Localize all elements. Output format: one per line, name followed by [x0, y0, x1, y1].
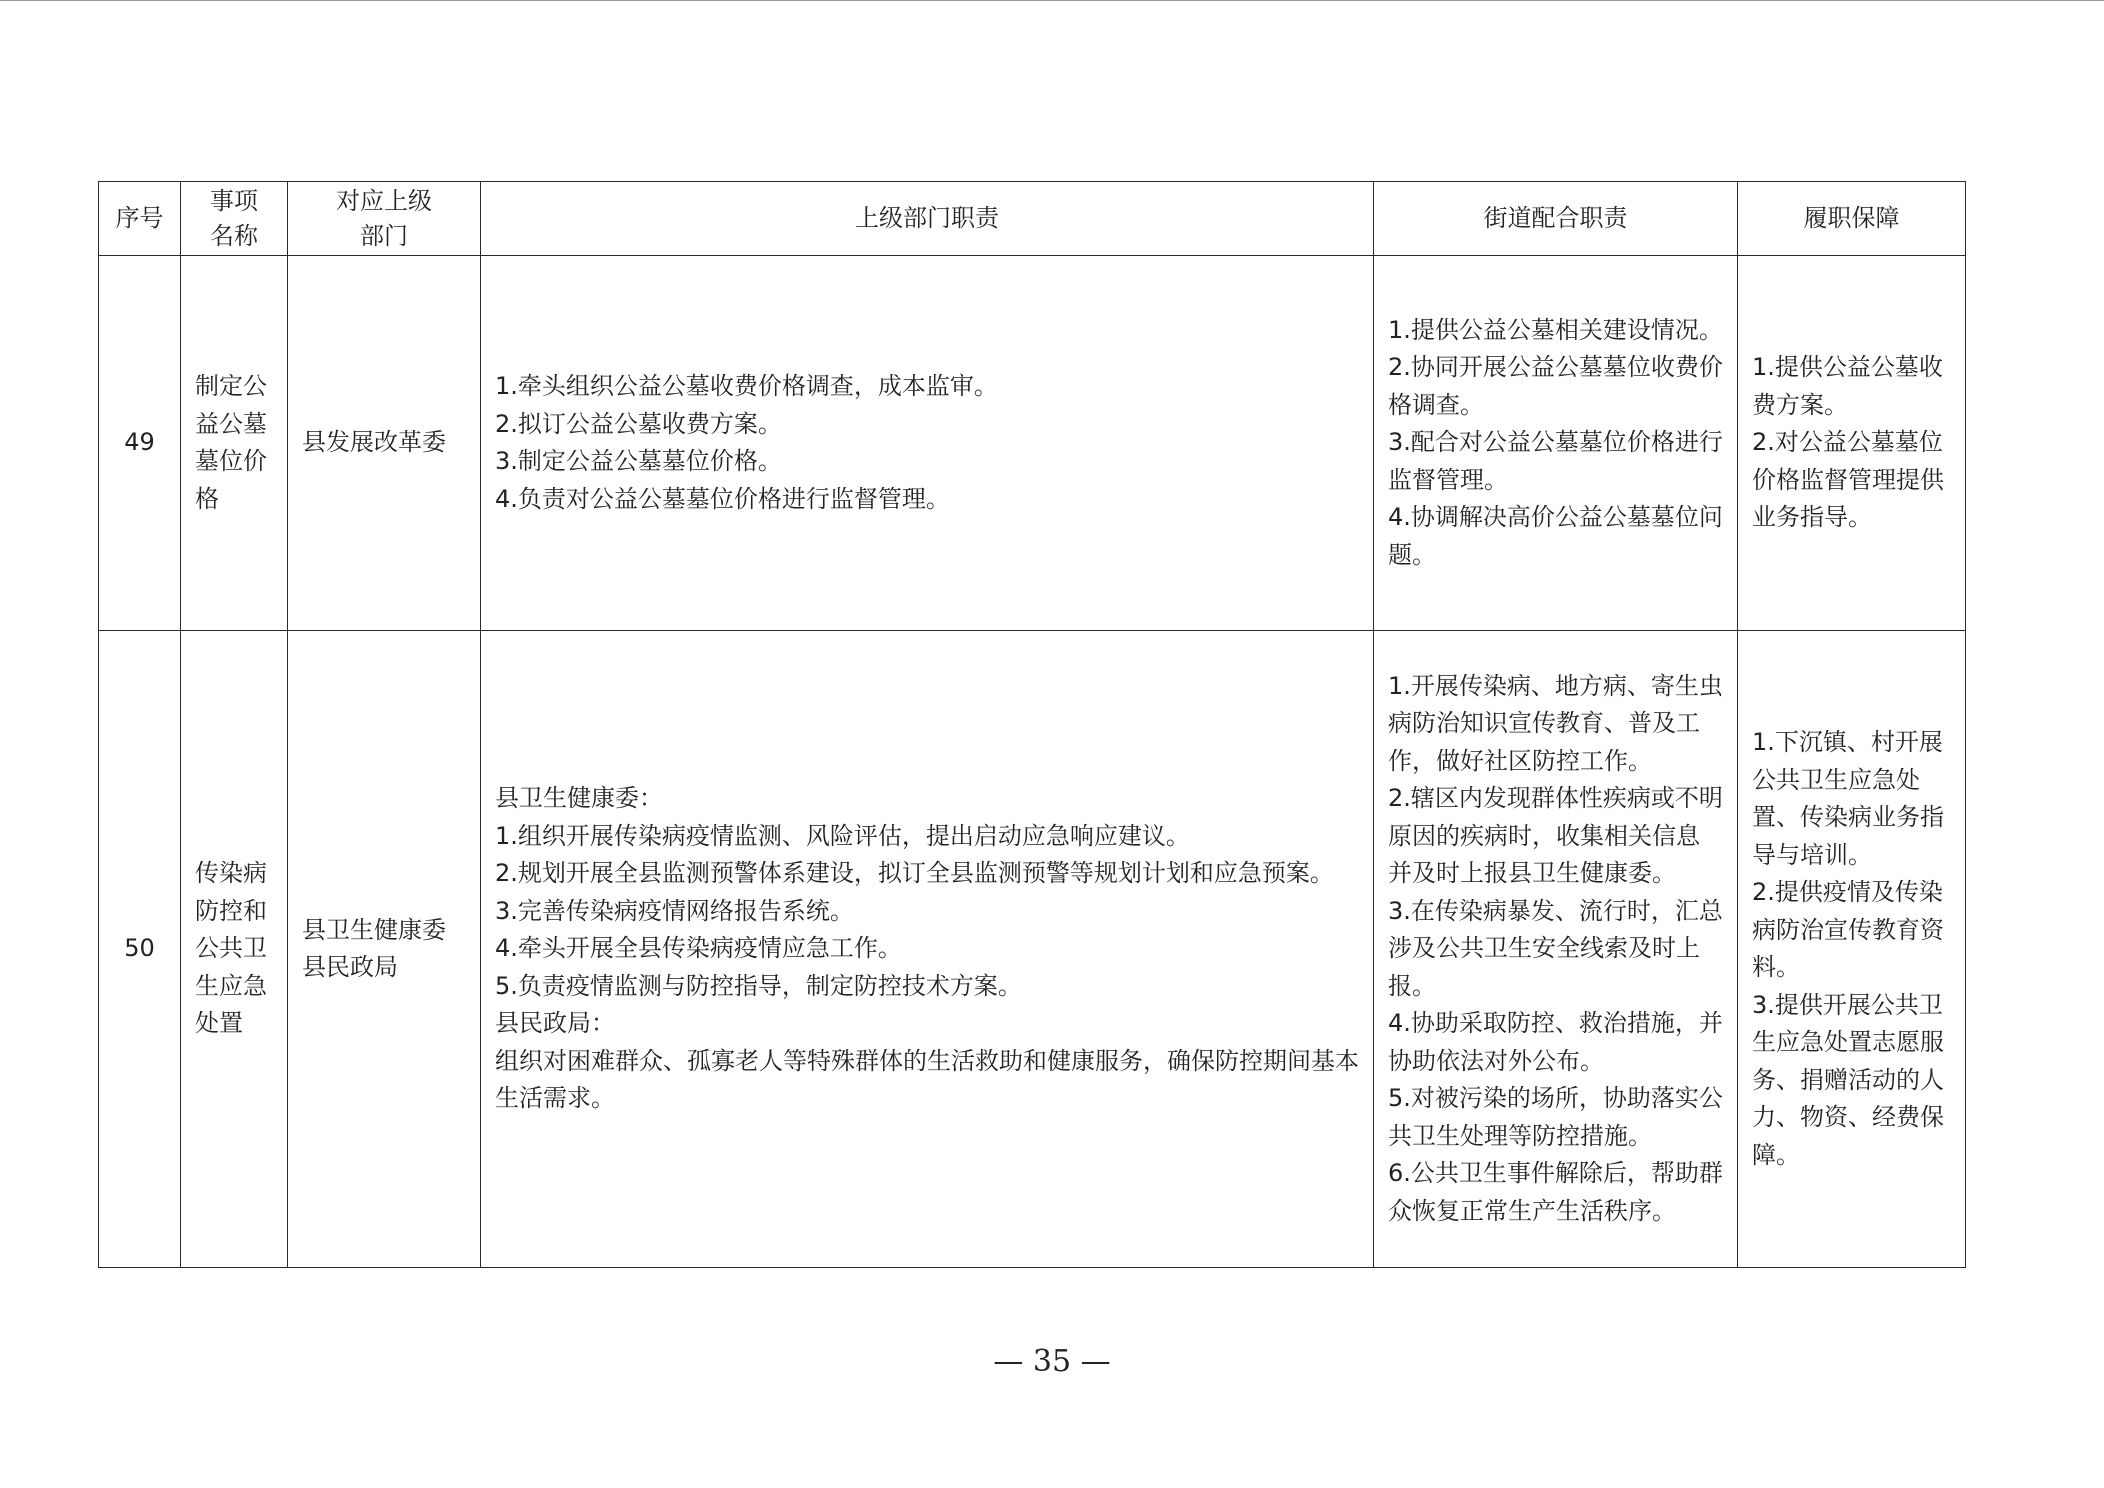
row-street-duty: [1374, 631, 1738, 1268]
upper-duty-line: 县民政局：: [495, 1009, 615, 1038]
table-row: [99, 631, 1966, 1268]
upper-duty-line: 2.拟订公益公墓收费方案。: [495, 409, 782, 438]
street-duty-line: 6.公共卫生事件解除后，帮助群众恢复正常生产生活秩序。: [1388, 1159, 1723, 1225]
upper-duty-line: 2.规划开展全县监测预警体系建设，拟订全县监测预警等规划计划和应急预案。: [495, 859, 1334, 888]
upper-duty-line: 4.牵头开展全县传染病疫情应急工作。: [495, 934, 902, 963]
dept-line: 县发展改革委: [302, 428, 446, 457]
header-upper-duty: 上级部门职责: [481, 182, 1374, 256]
street-duty-line: 2.辖区内发现群体性疾病或不明原因的疾病时，收集相关信息并及时上报县卫生健康委。: [1388, 784, 1723, 888]
dept-line: 县民政局: [302, 953, 398, 981]
row-dept: [288, 256, 481, 631]
guarantee-line: 2.提供疫情及传染病防治宣传教育资料。: [1752, 878, 1944, 981]
upper-duty-line: 4.负责对公益公墓墓位价格进行监督管理。: [495, 484, 950, 513]
header-dept-line2: 部门: [360, 221, 408, 250]
street-duty-line: 5.对被污染的场所，协助落实公共卫生处理等防控措施。: [1388, 1084, 1723, 1150]
street-duty-line: 3.配合对公益公墓墓位价格进行监督管理。: [1388, 428, 1723, 494]
header-guarantee: 履职保障: [1738, 182, 1966, 256]
header-item-name-line1: 事项: [210, 186, 258, 215]
row-dept: [288, 631, 481, 1268]
guarantee-line: 1.下沉镇、村开展公共卫生应急处置、传染病业务指导与培训。: [1752, 728, 1944, 869]
item-name-line: 防控和: [195, 896, 267, 925]
page-number: — 35 —: [993, 1344, 1111, 1379]
row-item-name: [181, 256, 288, 631]
header-dept-line1: 对应上级: [336, 186, 432, 215]
upper-duty-line: 5.负责疫情监测与防控指导，制定防控技术方案。: [495, 971, 1022, 1000]
item-name-line: 传染病: [195, 859, 267, 888]
upper-duty-line: 1.牵头组织公益公墓收费价格调查，成本监审。: [495, 372, 998, 400]
top-rule: [0, 0, 2104, 1]
upper-duty-line: 组织对困难群众、孤寡老人等特殊群体的生活救助和健康服务，确保防控期间基本生活需求。: [495, 1046, 1359, 1113]
upper-duty-line: 3.制定公益公墓墓位价格。: [495, 447, 782, 475]
item-name-line: 墓位价: [195, 447, 267, 475]
row-street-duty: [1374, 256, 1738, 631]
header-street-duty: 街道配合职责: [1374, 182, 1738, 256]
row-guarantee: [1738, 256, 1966, 631]
item-name-line: 生应急: [195, 971, 267, 1000]
guarantee-line: 3.提供开展公共卫生应急处置志愿服务、捐赠活动的人力、物资、经费保障。: [1752, 990, 1944, 1169]
upper-duty-line: 1.组织开展传染病疫情监测、风险评估，提出启动应急响应建议。: [495, 821, 1190, 850]
item-name-line: 格: [195, 484, 219, 513]
header-row: [99, 182, 1966, 256]
row-guarantee: [1738, 631, 1966, 1268]
header-dept: [288, 182, 481, 256]
item-name-line: 公共卫: [195, 934, 267, 963]
row-upper-duty: [481, 256, 1374, 631]
street-duty-line: 3.在传染病暴发、流行时，汇总涉及公共卫生安全线索及时上报。: [1388, 896, 1723, 1000]
dept-line: 县卫生健康委: [302, 915, 446, 944]
guarantee-line: 1.提供公益公墓收费方案。: [1752, 353, 1943, 419]
street-duty-line: 2.协同开展公益公墓墓位收费价格调查。: [1388, 353, 1723, 419]
item-name-line: 处置: [195, 1009, 243, 1038]
street-duty-line: 1.提供公益公墓相关建设情况。: [1388, 315, 1723, 344]
upper-duty-line: 3.完善传染病疫情网络报告系统。: [495, 896, 854, 925]
header-item-name: [181, 182, 288, 256]
street-duty-line: 1.开展传染病、地方病、寄生虫病防治知识宣传教育、普及工作，做好社区防控工作。: [1388, 671, 1723, 775]
street-duty-line: 4.协调解决高价公益公墓墓位问题。: [1388, 503, 1723, 569]
header-index: 序号: [99, 182, 181, 256]
row-index: 50: [99, 631, 181, 1268]
street-duty-line: 4.协助采取防控、救治措施，并协助依法对外公布。: [1388, 1009, 1723, 1075]
row-item-name: [181, 631, 288, 1268]
row-upper-duty: [481, 631, 1374, 1268]
item-name-line: 制定公: [195, 372, 267, 400]
item-name-line: 益公墓: [195, 409, 267, 438]
header-item-name-line2: 名称: [210, 221, 258, 250]
row-index: 49: [99, 256, 181, 631]
table-row: [99, 256, 1966, 631]
duty-table: [98, 181, 1966, 1268]
upper-duty-line: 县卫生健康委：: [495, 784, 663, 813]
guarantee-line: 2.对公益公墓墓位价格监督管理提供业务指导。: [1752, 428, 1944, 532]
